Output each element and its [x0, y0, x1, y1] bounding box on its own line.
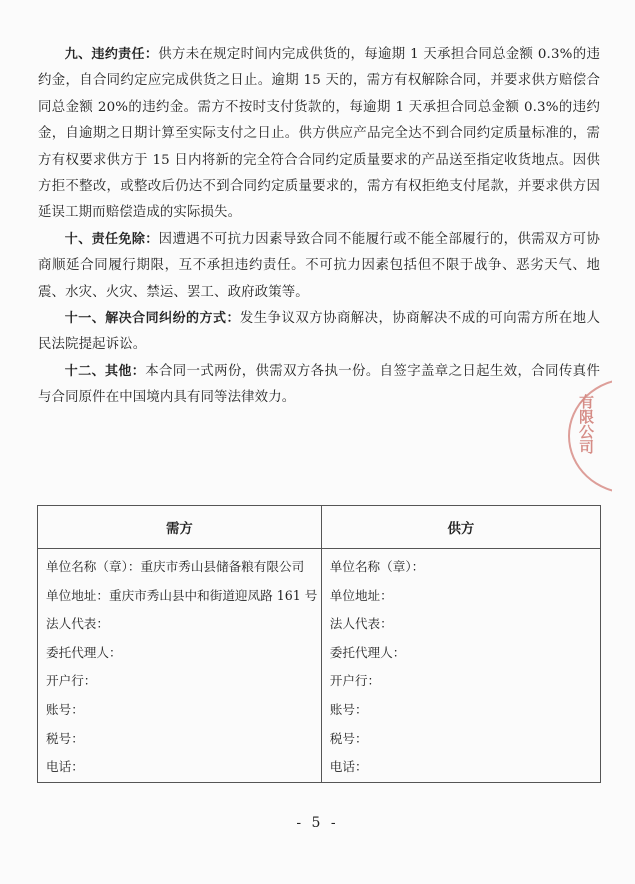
clause-dispute-resolution — [38, 306, 600, 359]
buyer-column — [38, 549, 322, 783]
table-body-row — [38, 549, 601, 783]
clause-body: 发生争议双方协商解决，协商解决不成的可向需方所在地人民法院提起诉讼。 — [38, 311, 600, 353]
clause-body: 因遭遇不可抗力因素导致合同不能履行或不能全部履行的，供需双方可协商顺延合同履行期限，互不承担违约责任。不可抗力因素包括但不限于战争、恶劣天气、地震、水灾、火灾、禁运、罢工、政府政策等。 — [38, 231, 600, 300]
signature-table — [37, 505, 601, 783]
buyer-header: 需方 — [38, 506, 322, 549]
seller-agent: 委托代理人： — [329, 644, 406, 660]
clause-heading: 九、违约责任： — [64, 47, 159, 62]
clause-other — [38, 359, 600, 412]
clause-exemption — [38, 227, 600, 306]
seller-address: 单位地址： — [329, 587, 393, 603]
seller-bank: 开户行： — [329, 673, 381, 689]
buyer-company-name: 单位名称（章）：重庆市秀山县储备粮有限公司 — [46, 559, 305, 574]
seller-tax-id: 税号： — [329, 730, 368, 746]
page-number: - 5 - — [296, 815, 339, 831]
clause-heading: 十二、其他： — [64, 363, 146, 379]
company-seal-stamp — [566, 376, 612, 494]
seller-header: 供方 — [321, 506, 600, 549]
seller-legal-rep: 法人代表： — [329, 616, 393, 632]
clause-breach-liability — [38, 42, 600, 227]
seller-column — [321, 549, 600, 783]
seller-company-name: 单位名称（章）： — [329, 559, 425, 574]
buyer-agent: 委托代理人： — [46, 644, 122, 660]
seal-text: 有限公司 — [577, 394, 595, 454]
seller-phone: 电话： — [329, 759, 368, 775]
buyer-legal-rep: 法人代表： — [46, 616, 109, 632]
clause-body: 供方未在规定时间内完成供货的，每逾期 1 天承担合同总金额 0.3%的违约金，自合同约定应完成供货之日止。逾期 15 天的，需方有权解除合同，并要求供方赔偿合同总金额 20%的违约金。需方不按时支付货款的，每逾期 1 天承担合同总金额 0.3%的违约金，自逾期之日期计算至实际支付之日止。供方供应产品完全达不到合同约定质量标准的，需方有权要求供方于 15 日内将新的完全符合合同约定质量要求的产品送至指定收货地点。因供方拒不整改，或整改后仍达不到合同约定质量要求的，需方有权拒绝支付尾款，并要求供方因延误工期而赔偿造成的实际损失。 — [38, 47, 600, 221]
buyer-account: 账号： — [46, 701, 84, 717]
buyer-tax-id: 税号： — [46, 730, 84, 746]
seller-account: 账号： — [329, 701, 368, 717]
table-header-row — [38, 506, 601, 549]
contract-clauses — [38, 42, 600, 412]
buyer-phone: 电话： — [46, 759, 84, 775]
buyer-address: 单位地址：重庆市秀山县中和街道迎凤路 161 号 — [46, 587, 318, 603]
clause-heading: 十一、解决合同纠纷的方式： — [64, 311, 240, 327]
clause-body: 本合同一式两份，供需双方各执一份。自签字盖章之日起生效，合同传真件与合同原件在中国境内具有同等法律效力。 — [38, 363, 601, 406]
clause-heading: 十、责任免除： — [64, 231, 159, 247]
buyer-bank: 开户行： — [46, 673, 97, 689]
